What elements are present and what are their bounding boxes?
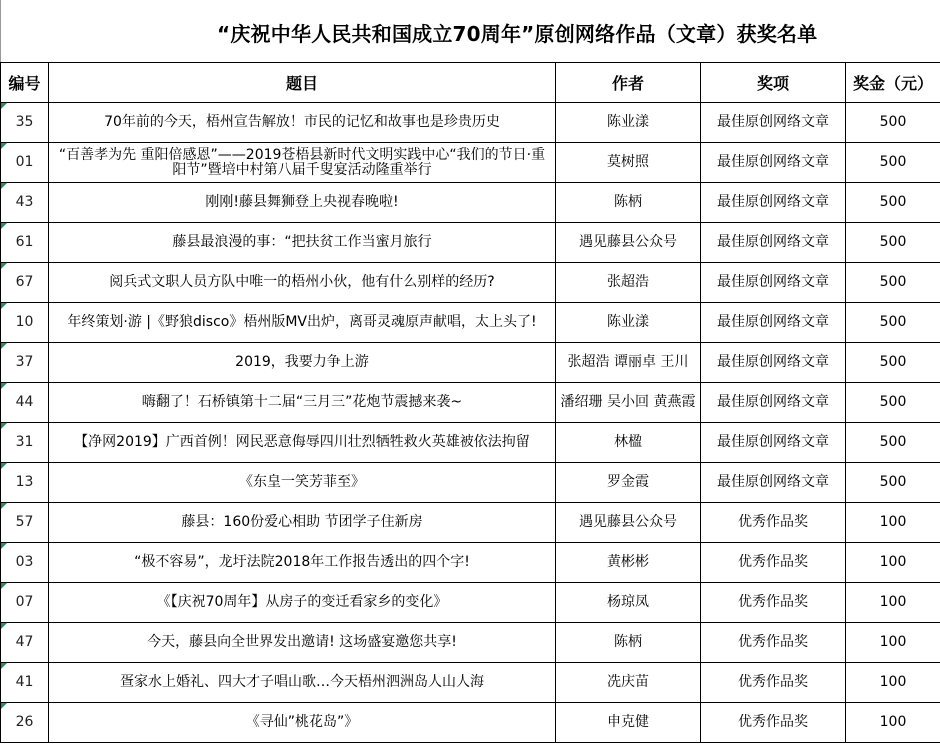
cell-title[interactable]: 嗨翻了！石桥镇第十二届“三月三”花炮节震撼来袭~ — [49, 383, 556, 423]
cell-author[interactable]: 陈柄 — [556, 183, 701, 223]
cell-title[interactable]: “百善孝为先 重阳倍感恩”——2019苍梧县新时代文明实践中心“我们的节日·重阳节”暨培中村第八届千叟宴活动隆重举行 — [49, 143, 556, 183]
table-row — [1, 423, 940, 463]
cell-title[interactable]: 《东皇一笑芳菲至》 — [49, 463, 556, 503]
table-row — [1, 383, 940, 423]
cell-author[interactable]: 莫树照 — [556, 143, 701, 183]
table-row — [1, 343, 940, 383]
cell-author[interactable]: 黄彬彬 — [556, 543, 701, 583]
cell-bonus[interactable]: 500 — [846, 463, 940, 503]
cell-bonus[interactable]: 500 — [846, 343, 940, 383]
header-num[interactable]: 编号 — [1, 63, 49, 103]
cell-num[interactable]: 41 — [1, 663, 49, 703]
cell-author[interactable]: 张超浩 谭丽卓 王川 — [556, 343, 701, 383]
cell-author[interactable]: 林楹 — [556, 423, 701, 463]
table-row — [1, 303, 940, 343]
table-row — [1, 183, 940, 223]
cell-num[interactable]: 07 — [1, 583, 49, 623]
cell-title[interactable]: 年终策划·游 |《野狼disco》梧州版MV出炉，离哥灵魂原声献唱，太上头了! — [49, 303, 556, 343]
cell-bonus[interactable]: 100 — [846, 543, 940, 583]
cell-author[interactable]: 陈业漾 — [556, 303, 701, 343]
cell-bonus[interactable]: 500 — [846, 303, 940, 343]
cell-award[interactable]: 最佳原创网络文章 — [701, 143, 846, 183]
cell-author[interactable]: 杨琼凤 — [556, 583, 701, 623]
cell-award[interactable]: 最佳原创网络文章 — [701, 463, 846, 503]
cell-num[interactable]: 44 — [1, 383, 49, 423]
cell-bonus[interactable]: 500 — [846, 103, 940, 143]
cell-author[interactable]: 申克健 — [556, 703, 701, 743]
cell-award[interactable]: 最佳原创网络文章 — [701, 303, 846, 343]
cell-title[interactable]: 70年前的今天，梧州宣告解放！市民的记忆和故事也是珍贵历史 — [49, 103, 556, 143]
cell-title[interactable]: 疍家水上婚礼、四大才子唱山歌…今天梧州泗洲岛人山人海 — [49, 663, 556, 703]
table-row — [1, 463, 940, 503]
cell-author[interactable]: 陈柄 — [556, 623, 701, 663]
cell-award[interactable]: 最佳原创网络文章 — [701, 183, 846, 223]
table-row — [1, 543, 940, 583]
title-bar — [0, 0, 940, 62]
cell-title[interactable]: 【净网2019】广西首例！网民恶意侮辱四川壮烈牺牲救火英雄被依法拘留 — [49, 423, 556, 463]
cell-award[interactable]: 最佳原创网络文章 — [701, 343, 846, 383]
cell-author[interactable]: 张超浩 — [556, 263, 701, 303]
table-row — [1, 623, 940, 663]
cell-num[interactable]: 13 — [1, 463, 49, 503]
cell-bonus[interactable]: 100 — [846, 583, 940, 623]
cell-author[interactable]: 罗金霞 — [556, 463, 701, 503]
cell-author[interactable]: 冼庆苗 — [556, 663, 701, 703]
cell-num[interactable]: 57 — [1, 503, 49, 543]
header-award[interactable]: 奖项 — [701, 63, 846, 103]
cell-num[interactable]: 37 — [1, 343, 49, 383]
cell-award[interactable]: 最佳原创网络文章 — [701, 423, 846, 463]
cell-num[interactable]: 67 — [1, 263, 49, 303]
cell-title[interactable]: 阅兵式文职人员方队中唯一的梧州小伙，他有什么别样的经历? — [49, 263, 556, 303]
table-row — [1, 223, 940, 263]
cell-bonus[interactable]: 100 — [846, 503, 940, 543]
cell-num[interactable]: 43 — [1, 183, 49, 223]
cell-title[interactable]: 《寻仙”桃花岛”》 — [49, 703, 556, 743]
table-row — [1, 663, 940, 703]
header-title[interactable]: 题目 — [49, 63, 556, 103]
cell-award[interactable]: 优秀作品奖 — [701, 583, 846, 623]
cell-award[interactable]: 优秀作品奖 — [701, 703, 846, 743]
cell-award[interactable]: 最佳原创网络文章 — [701, 223, 846, 263]
header-row — [1, 63, 940, 103]
cell-title[interactable]: 藤县：160份爱心相助 节团学子住新房 — [49, 503, 556, 543]
cell-num[interactable]: 03 — [1, 543, 49, 583]
table-row — [1, 703, 940, 743]
cell-bonus[interactable]: 100 — [846, 703, 940, 743]
cell-award[interactable]: 最佳原创网络文章 — [701, 103, 846, 143]
cell-author[interactable]: 潘绍珊 吴小回 黄燕霞 — [556, 383, 701, 423]
cell-author[interactable]: 遇见藤县公众号 — [556, 503, 701, 543]
cell-num[interactable]: 31 — [1, 423, 49, 463]
page-title: “庆祝中华人民共和国成立70周年”原创网络作品（文章）获奖名单 — [217, 22, 818, 46]
cell-award[interactable]: 优秀作品奖 — [701, 623, 846, 663]
cell-award[interactable]: 最佳原创网络文章 — [701, 383, 846, 423]
table-row — [1, 263, 940, 303]
cell-num[interactable]: 47 — [1, 623, 49, 663]
cell-title[interactable]: 《【庆祝70周年】从房子的变迁看家乡的变化》 — [49, 583, 556, 623]
table-row — [1, 143, 940, 183]
cell-bonus[interactable]: 500 — [846, 423, 940, 463]
award-table — [0, 62, 940, 743]
table-row — [1, 583, 940, 623]
cell-title[interactable]: 藤县最浪漫的事：“把扶贫工作当蜜月旅行 — [49, 223, 556, 263]
cell-num[interactable]: 01 — [1, 143, 49, 183]
cell-award[interactable]: 优秀作品奖 — [701, 503, 846, 543]
header-bonus[interactable]: 奖金（元） — [846, 63, 940, 103]
table-row — [1, 103, 940, 143]
cell-bonus[interactable]: 500 — [846, 263, 940, 303]
table-row — [1, 503, 940, 543]
cell-num[interactable]: 35 — [1, 103, 49, 143]
header-author[interactable]: 作者 — [556, 63, 701, 103]
cell-award[interactable]: 优秀作品奖 — [701, 543, 846, 583]
cell-award[interactable]: 优秀作品奖 — [701, 663, 846, 703]
cell-title[interactable]: 今天，藤县向全世界发出邀请! 这场盛宴邀您共享! — [49, 623, 556, 663]
cell-num[interactable]: 61 — [1, 223, 49, 263]
cell-bonus[interactable]: 500 — [846, 223, 940, 263]
cell-title[interactable]: “极不容易”，龙圩法院2018年工作报告透出的四个字! — [49, 543, 556, 583]
cell-title[interactable]: 2019，我要力争上游 — [49, 343, 556, 383]
cell-author[interactable]: 陈业漾 — [556, 103, 701, 143]
cell-num[interactable]: 10 — [1, 303, 49, 343]
cell-title[interactable]: 刚刚!藤县舞狮登上央视春晚啦! — [49, 183, 556, 223]
cell-bonus[interactable]: 500 — [846, 143, 940, 183]
cell-bonus[interactable]: 500 — [846, 383, 940, 423]
cell-num[interactable]: 26 — [1, 703, 49, 743]
cell-author[interactable]: 遇见藤县公众号 — [556, 223, 701, 263]
cell-bonus[interactable]: 500 — [846, 183, 940, 223]
cell-bonus[interactable]: 100 — [846, 623, 940, 663]
cell-award[interactable]: 最佳原创网络文章 — [701, 263, 846, 303]
cell-bonus[interactable]: 100 — [846, 663, 940, 703]
